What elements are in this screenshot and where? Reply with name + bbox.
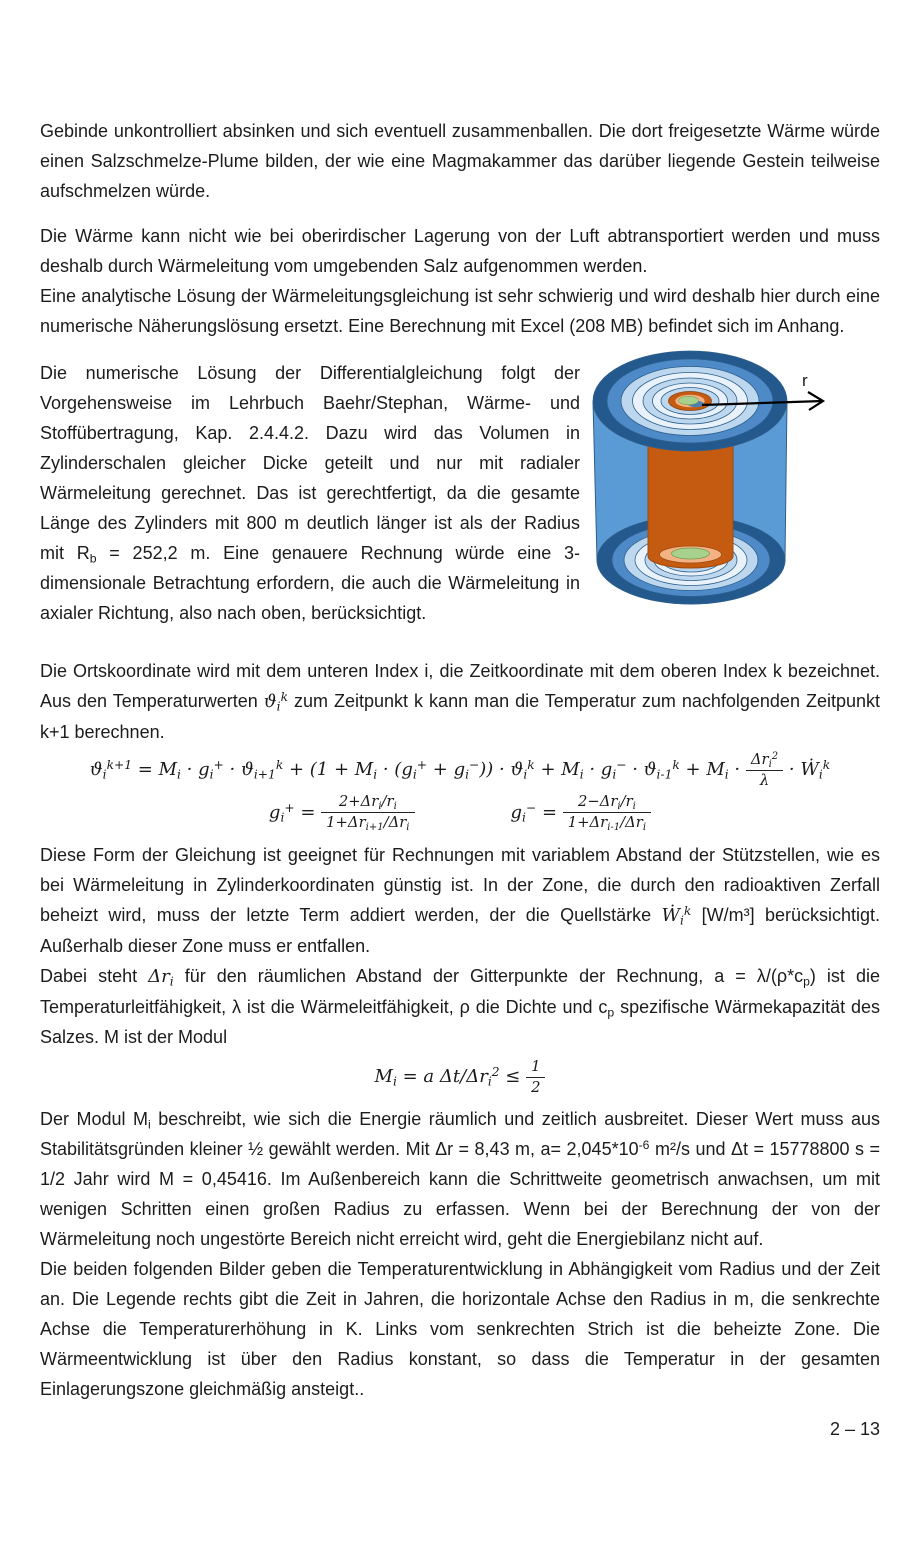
equation-main-fraction: $\frac{\Delta r_i^2}{\lambda}$ <box>746 751 783 789</box>
paragraph-modul-stability: Der Modul $M_i$ beschreibt, wie sich die Energie räumlich und zeitlich ausbreitet. Dieser Wert muss aus Stabilitätsgründen kleiner ½ gewählt werden. Mit Δr = 8,43 m, $a= 2,045*10^{-6}$ m²/s und Δt = 15778800 s = 1/2 Jahr wird M = 0,45416. Im Außenbereich kann die Schrittweite geometrisch anwachsen, um mit wenigen Schritten einen großen Radius zu erfassen. Wenn bei der Berechnung der von der Wärmeleitung noch ungestörte Bereich nicht erreicht wird, geht die Energiebilanz nicht auf. <box>40 1109 880 1250</box>
cylinder-shells-diagram <box>580 344 880 629</box>
radius-axis-label: r <box>802 371 808 390</box>
paragraph-numerical-method: Die numerische Lösung der Differentialgleichung folgt der Vorgehensweise im Lehrbuch Baehr/Stephan, Wärme- und Stoffübertragung, Kap. 2.4.4.2. Dazu wird das Volumen in Zylinderschalen gleicher Dicke geteilt und nur mit radialer Wärmeleitung gerechnet. Das ist gerechtfertigt, da die gesamte Länge des Zylinders mit 800 m deutlich länger ist als der Radius mit $R_b = 252,2$ m. Eine genauere Rechnung würde eine 3-dimensionale Betrachtung erfordern, die auch die Wärmeleitung in axialer Richtung, also nach oben, berücksichtigt. <box>40 363 581 623</box>
paragraph-heat-transport-b: Eine analytische Lösung der Wärmeleitungsgleichung ist sehr schwierig und wird deshalb hier durch eine numerische Näherungslösung ersetzt. Eine Berechnung mit Excel (208 MB) befindet sich im Anhang. <box>40 286 880 336</box>
figure-row <box>40 358 880 629</box>
equation-main-post: · Ẇ$_i^k$ <box>783 758 831 782</box>
paragraph-coordinates: Die Ortskoordinate wird mit dem unteren Index i, die Zeitkoordinate mit dem oberen Index k bezeichnet. Aus den Temperaturwerten $ϑ_i^k$ zum Zeitpunkt k kann man die Temperatur zum nachfolgenden Zeitpunkt k+1 berechnen. <box>40 661 880 742</box>
paragraph-heat-transport-a: Die Wärme kann nicht wie bei oberirdischer Lagerung von der Luft abtransportiert werden und muss deshalb durch Wärmeleitung vom umgebenden Salz aufgenommen werden. <box>40 226 880 276</box>
equation-temperature-update <box>40 751 880 789</box>
paragraph-equation-form: Diese Form der Gleichung ist geeignet für Rechnungen mit variablem Abstand der Stützstellen, wie es bei Wärmeleitung in Zylinderkoordinaten günstig ist. In der Zone, die durch den radioaktiven Zerfall beheizt wird, muss der letzte Term addiert werden, der die Quellstärke Ẇ$_i^k$ [W/m³] berücksichtigt. Außerhalb dieser Zone muss er entfallen. <box>40 844 881 956</box>
equation-main-pre: $ϑ_i^{k+1} = M_i \cdot g_i^+ \cdot ϑ_{i+1}^k + (1 + M_i \cdot (g_i^+ + g_i^-)) \cdot ϑ_i^k + M_i \cdot g_i^- \cdot ϑ_{i-1}^k + M_i$ · <box>89 758 746 782</box>
paragraph-intro: Gebinde unkontrolliert absinken und sich eventuell zusammenballen. Die dort freigesetzte Wärme würde einen Salzschmelze-Plume bilden, der wie eine Magmakammer das darüber liegende Gestein teilweise aufschmelzen würde. <box>40 121 880 201</box>
equation-g-minus: $g_i^-$ = $\frac{2-\Delta r_i/r_i}{1+\Delta r_{i-1}/\Delta r_i}$ <box>511 793 652 831</box>
column-base-green <box>672 548 710 559</box>
equation-g-plus: $g_i^+$ = $\frac{2+\Delta r_i/r_i}{1+\Delta r_{i+1}/\Delta r_i}$ <box>269 793 415 831</box>
cylinder-top-rings <box>593 351 787 451</box>
paragraph-parameters: Dabei steht $\Delta r_i$ für den räumlichen Abstand der Gitterpunkte der Rechnung, $a = \lambda/(\rho*c_p)$ ist die Temperaturleitfähigkeit, λ ist die Wärmeleitfähigkeit, ρ die Dichte und $c_p$ spezifische Wärmekapazität des Salzes. M ist der Modul <box>40 965 880 1047</box>
paragraph-following-figures: Die beiden folgenden Bilder geben die Temperaturentwicklung in Abhängigkeit vom Radius und der Zeit an. Die Legende rechts gibt die Zeit in Jahren, die horizontale Achse den Radius in m, die senkrechte Achse die Temperaturerhöhung in K. Links vom senkrechten Strich ist die beheizte Zone. Die Wärmeentwicklung ist über den Radius konstant, so dass die Temperatur in der gesamten Einlagerungszone gleichmäßig ansteigt.. <box>40 1259 880 1400</box>
page-number: 2 – 13 <box>829 1419 880 1440</box>
equation-modul: $M_i = a$ $\Delta t/\Delta r_i^2$ ≤ $\frac{1}{2}$ <box>40 1058 880 1096</box>
paragraph-heat-transport <box>40 221 880 341</box>
center-green-core <box>679 396 699 404</box>
heated-column <box>648 444 733 568</box>
equation-g-factors <box>40 793 880 834</box>
cylinder-figure <box>580 344 880 629</box>
